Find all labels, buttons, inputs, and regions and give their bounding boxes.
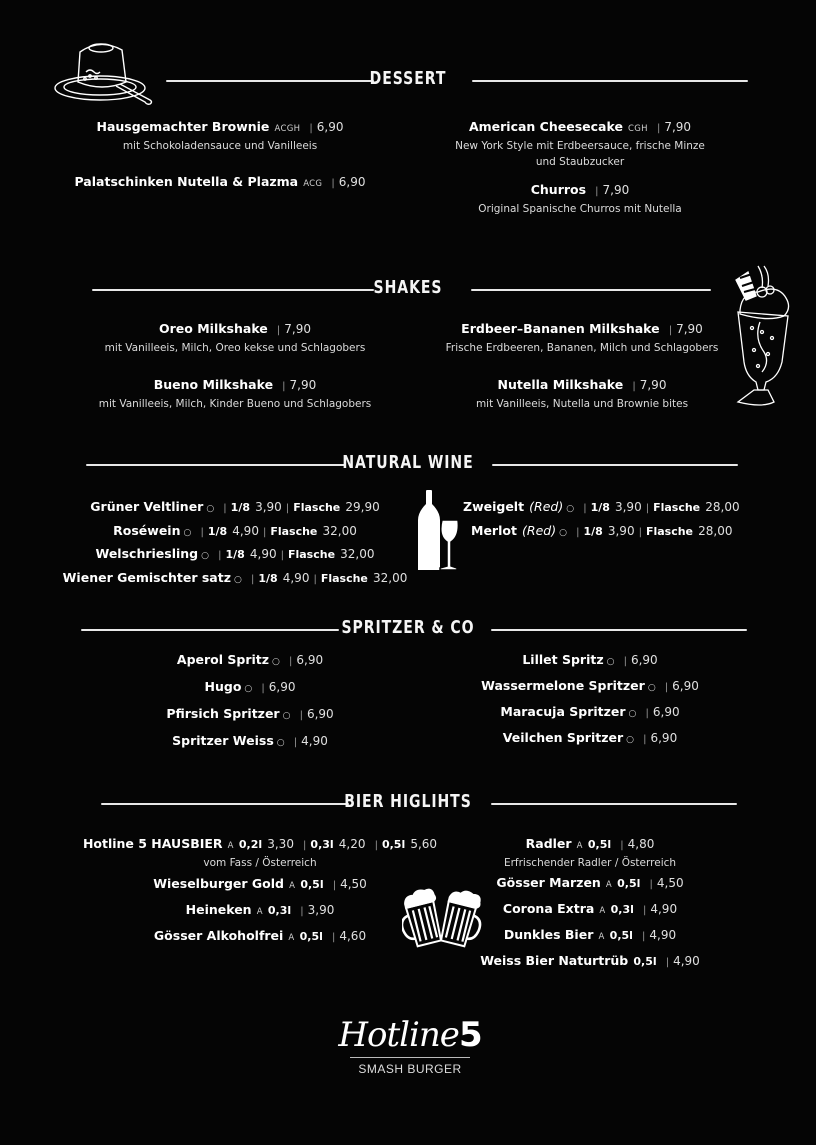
menu-item: Nutella Milkshake | 7,90 [497, 377, 667, 392]
logo-divider [350, 1057, 470, 1058]
wine-item: Wiener Gemischter satz ○ | 1/8 4,90 | Flasche 32,00 [62, 569, 408, 585]
menu-item: Veilchen Spritzer ○ | 6,90 [502, 730, 678, 745]
menu-item: Maracuja Spritzer ○ | 6,90 [500, 704, 680, 719]
menu-item-description: mit Vanilleeis, Nutella und Brownie bites [475, 398, 689, 410]
logo-script-text: Hotline [338, 1015, 459, 1055]
section-title: NATURAL WINE [342, 452, 474, 473]
menu-item: American Cheesecake CGH | 7,90 [468, 119, 692, 134]
wine-item: Zweigelt (Red) ○ | 1/8 3,90 | Flasche 28,00 [463, 499, 740, 514]
wine-item: Welschriesling ○ | 1/8 4,90 | Flasche 32,00 [95, 546, 375, 561]
menu-item: Pfirsich Spritzer ○ | 6,90 [166, 706, 334, 721]
wine-left-column [50, 496, 420, 590]
menu-item-description: mit Vanilleeis, Milch, Oreo kekse und Schlagobers [104, 342, 366, 354]
shakes-right-column [402, 319, 762, 412]
menu-item: Lillet Spritz ○ | 6,90 [522, 652, 658, 667]
spritzer-right-column [420, 650, 760, 749]
menu-item-description: und Staubzucker [535, 156, 625, 168]
menu-item-description: New York Style mit Erdbeersauce, frische Minze [455, 140, 705, 152]
menu-item: Erdbeer–Bananen Milkshake | 7,90 [461, 321, 703, 336]
logo-subtitle: SMASH BURGER [358, 1062, 462, 1076]
menu-item: Wieselburger Gold A 0,5l | 4,50 [153, 876, 367, 891]
menu-item: Dunkles Bier A 0,5l | 4,90 [503, 927, 677, 942]
hotline5-logo [330, 1015, 490, 1076]
menu-item: Hausgemachter Brownie ACGH | 6,90 [96, 119, 344, 134]
menu-item: Gösser Alkoholfrei A 0,5l | 4,60 [153, 928, 367, 943]
menu-item-description: Original Spanische Churros mit Nutella [478, 203, 682, 215]
section-header-shakes [0, 275, 816, 305]
dessert-left-column [40, 117, 400, 193]
beer-right-column [440, 834, 740, 972]
section-title: SHAKES [373, 277, 443, 298]
menu-item-description: mit Vanilleeis, Milch, Kinder Bueno und Schlagobers [98, 398, 372, 410]
menu-item: Aperol Spritz ○ | 6,90 [176, 652, 324, 667]
shakes-left-column [55, 319, 415, 412]
menu-item: Bueno Milkshake | 7,90 [153, 377, 317, 392]
section-header-natural-wine [0, 450, 816, 480]
menu-item: Gösser Marzen A 0,5l | 4,50 [496, 875, 684, 890]
section-header-dessert [0, 66, 816, 96]
wine-item: Merlot (Red) ○ | 1/8 3,90 | Flasche 28,00 [471, 522, 733, 538]
divider-line [472, 80, 748, 82]
menu-item: Wassermelone Spritzer ○ | 6,90 [481, 678, 699, 693]
divider-line [471, 289, 711, 291]
menu-item-description: mit Schokoladensauce und Vanilleeis [122, 140, 318, 152]
menu-item-description: Erfrischender Radler / Österreich [503, 857, 677, 869]
menu-item: Weiss Bier Naturtrüb 0,5l | 4,90 [480, 953, 700, 968]
section-header-spritzer [0, 615, 816, 645]
menu-item: Churros | 7,90 [530, 182, 630, 197]
section-title: DESSERT [369, 68, 447, 89]
menu-item: Palatschinken Nutella & Plazma ACG | 6,90 [74, 174, 366, 189]
menu-item: Corona Extra A 0,3l | 4,90 [502, 901, 678, 916]
menu-item-radler: Radler A 0,5l | 4,80 [525, 836, 655, 851]
divider-line [491, 629, 747, 631]
wine-item: Grüner Veltliner ○ | 1/8 3,90 | Flasche 29,90 [90, 499, 380, 514]
section-title: SPRITZER & CO [341, 617, 475, 638]
menu-item: Heineken A 0,3l | 3,90 [185, 902, 335, 917]
menu-item: Hugo ○ | 6,90 [204, 679, 296, 694]
logo-number: 5 [458, 1015, 482, 1055]
menu-item-description: Frische Erdbeeren, Bananen, Milch und Schlagobers [445, 342, 719, 354]
menu-item-hausbier: Hotline 5 HAUSBIER A 0,2l 3,30 | 0,3l 4,20 | 0,5l 5,60 [82, 836, 438, 851]
beer-left-column [70, 834, 450, 947]
milkshake-icon [728, 262, 800, 412]
menu-item-description: vom Fass / Österreich [203, 857, 317, 869]
divider-line [492, 464, 738, 466]
section-title: BIER HIGLIHTS [344, 791, 472, 812]
menu-item: Spritzer Weiss ○ | 4,90 [172, 733, 328, 748]
menu-item: Oreo Milkshake | 7,90 [159, 321, 311, 336]
section-header-beer [0, 789, 816, 819]
wine-bottle-glass-icon [418, 490, 460, 572]
divider-line [491, 803, 737, 805]
wine-item: Roséwein ○ | 1/8 4,90 | Flasche 32,00 [113, 522, 357, 538]
dessert-right-column [400, 117, 760, 217]
spritzer-left-column [80, 650, 420, 758]
wine-right-column [455, 496, 755, 543]
